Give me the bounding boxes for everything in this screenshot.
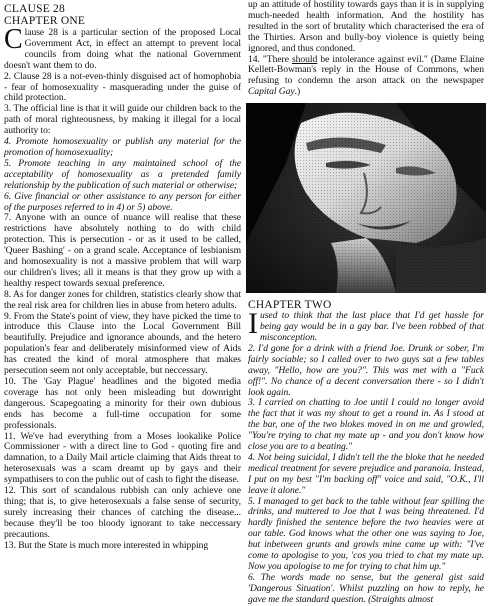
chapter-two-paragraph-2: 2. I'd gone for a drink with a friend Joe. Drunk or sober, I'm fairly sociable; so I called over to two guys sat a few tables away, "Hello, how are you?". This was met with a "Fuck off!". No chance of a decent conversation there - so I didn't look again. [248, 342, 484, 398]
face-photo [246, 103, 486, 293]
chapter-two-heading: CHAPTER TWO [248, 299, 332, 312]
chapter-two-paragraph-6: 6. The words made no sense, but the general gist said 'Dangerous Situation'. Whilst puzzling on how to reply, he gave me the standard question. (Straights almost [248, 571, 484, 605]
chapter-two-intro [248, 307, 484, 344]
face-photo-image [246, 103, 486, 293]
quote-end: .) [294, 86, 301, 98]
newspaper-name: Capital Gay [248, 86, 295, 98]
paragraph-13-continued: up an attitude of hostility towards gays than it is in supplying much-needed health information. And the hostility has resulted in the sort of brutality which characterised the era of the Thirties. Arson and bully-boy violence is quietly being ignored, and thus condoned. [248, 0, 484, 54]
paragraph-9: 9. From the State's point of view, they have picked the time to introduce this Clause into the Local Government Bill beautifully. Prejudice and ignorance abounds, and the hetero population's fear and deliberately misinformed view of Aids has created the kind of moral atmosphere that makes persecution seem not only acceptable, but neccessary. [4, 310, 241, 377]
chapter-one-heading: CHAPTER ONE [4, 15, 86, 27]
quote-emphasis: should [291, 53, 318, 65]
paragraph-7: 7. Anyone with an ounce of nuance will realise that these restrictions have absolutely nothing to do with child protection. This is persecution - or as it used to be called, 'Queer Bashing' - on a grand scale. Acceptance of lesbianism and homosexuality is not a massive problem that will warp our children's lives; all it means is that they grow up with a healthy respect towards sexual preference. [4, 212, 241, 289]
paragraph-3: 3. The official line is that it will guide our children back to the path of moral righteousness, by making it illegal for a local authority to: [4, 103, 241, 137]
paragraph-14 [248, 55, 484, 99]
chapter-two-paragraph-4: 4. Not being suicidal, I didn't tell the the bloke that he needed medical treatment for severe prejudice and paranoia. Instead, I put on my best "I'm backing off" voice and said, "O.K., I'll leave it alone." [248, 451, 484, 496]
left-column [4, 3, 241, 552]
quote-middle: be intolerance against evil." (Dame Elaine Kellett-Bowman's reply in the House of Commons, when refusing to condemn the arson attack on the newspaper [248, 53, 484, 87]
clause-title: CLAUSE 28 [4, 3, 65, 15]
paragraph-12: 12. This sort of scandalous rubbish can only achieve one thing; that is, to give heterosexuals a false sense of security, surely increasing their chances of catching the disease... because they'll be too bloody ignorant to take neccessary precautions. [4, 485, 241, 540]
drop-cap-i: I [248, 307, 258, 341]
paragraph-4: 4. Promote homosexuality or publish any material for the promotion of homosexuality; [4, 136, 241, 158]
right-column [248, 0, 484, 606]
chapter-two-intro-text: used to think that the last place that I'd get hassle for being gay would be in a gay bar. I've been robbed of that misconception. [259, 310, 484, 343]
paragraph-10: 10. The 'Gay Plague' headlines and the bigoted media coverage has not only been misleading but downright dangerous. Scapegoating a minority for their own dubious ends has become a full-time occupation for some professionals. [4, 376, 241, 431]
paragraph-2: 2. Clause 28 is a not-even-thinly disguised act of homophobia - fear of homosexuality - masquerading under the guise of child protection. [4, 70, 241, 104]
quote-start: 14. "There [248, 53, 292, 65]
paragraph-8: 8. As for danger zones for children, statistics clearly show that the real risk area for children lies in abuse from hetero adults. [4, 288, 241, 311]
intro-text: lause 28 is a particular section of the proposed Local Government Act, in effect an attempt to prevent local councils from doing what the national Government doesn't want them to do. [4, 27, 241, 71]
chapter-two-paragraph-3: 3. I carried on chatting to Joe until I could no longer avoid the fact that it was my shout to get a round in. As I stood at the bar, one of the two blokes moved in on me and growled, "You're trying to chat my mate up - and you don't know how close you are to a beating." [248, 397, 484, 453]
chapter-two-paragraph-5: 5. I managed to get back to the table without fear spilling the drinks, and muttered to Joe that I was being threatened. I'd hardly finished the sentence before the two heavies were at our table. God knows what the other one was saying to Joe, but inbetween grunts and growls mine came up with: "I've come to apologise to you, 'cos you tried to chat my mate up. Now you apologise to me for trying to chat him up." [248, 495, 484, 572]
intro-paragraph [4, 24, 241, 72]
paragraph-13: 13. But the State is much more interested in whipping [4, 539, 209, 551]
drop-cap-c: C [4, 24, 23, 55]
paragraph-5: 5. Promote teaching in any maintained school of the acceptability of homosexuality as a pretended family relationship by the publication of such material or otherwise; [4, 157, 241, 191]
paragraph-6: 6. Give financial or other assistance to any person for either of the purposes referred to in 4) or 5) above. [4, 190, 241, 213]
paragraph-11: 11. We've had everything from a Moses lookalike Police Commissioner - with a direct line to God - quoting fire and damnation, to a Daily Mail article claiming that Aids threat to heterosexuals was a scam dreamt up by gays and their sympathisers to con the public out of cash to fight the disease. [4, 430, 241, 486]
